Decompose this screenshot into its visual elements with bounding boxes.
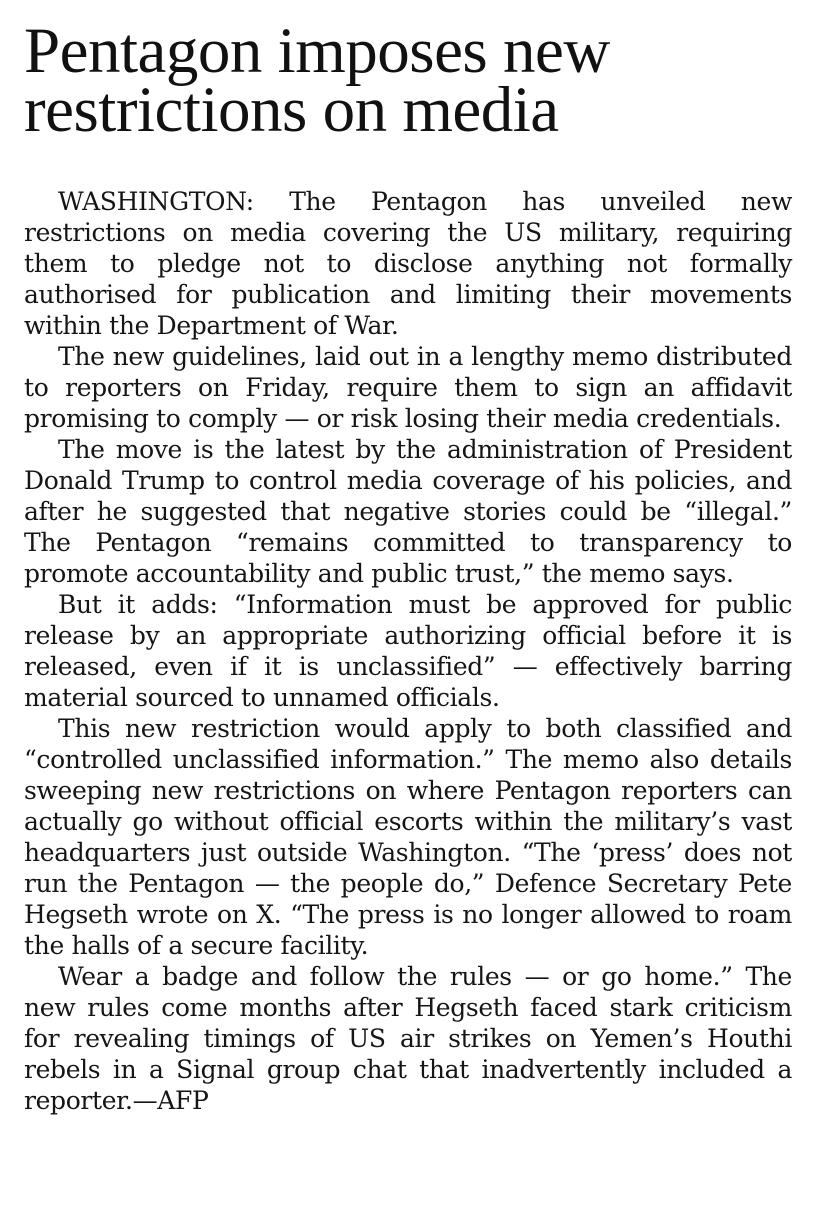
paragraph-5: This new restriction would apply to both classified and “controlled unclassified information.” The memo also details sweeping new restrictions on where Pentagon reporters can actually go without official escorts within the military’s vast headquarters just outside Washington. “The ‘press’ does not run the Pentagon — the people do,” Defence Secretary Pete Hegseth wrote on X. “The press is no longer allowed to roam the halls of a secure facility. (24, 714, 792, 960)
paragraph-6: Wear a badge and follow the rules — or go home.” The new rules come months after Hegseth faced stark criticism for revealing timings of US air strikes on Yemen’s Houthi rebels in a Signal group chat that inadvertently included a reporter.—AFP (24, 962, 792, 1115)
paragraph-1: WASHINGTON: The Pentagon has unveiled new restrictions on media covering the US military, requiring them to pledge not to disclose anything not formally authorised for publication and limiting their movements within the Department of War. (24, 187, 792, 340)
paragraph-3: The move is the latest by the administration of President Donald Trump to control media coverage of his policies, and after he suggested that negative stories could be “illegal.” The Pentagon “remains committed to transparency to promote accountability and public trust,” the memo says. (24, 435, 792, 588)
headline-line-1: Pentagon imposes new (24, 15, 610, 87)
paragraph-4: But it adds: “Information must be approved for public release by an appropriate authorizing official before it is released, even if it is unclassified” — effectively barring material sourced to unnamed officials. (24, 590, 792, 712)
headline-line-2: restrictions on media (24, 74, 559, 146)
paragraph-2: The new guidelines, laid out in a lengthy memo distributed to reporters on Friday, require them to sign an affidavit promising to comply — or risk losing their media credentials. (24, 342, 792, 433)
article-body (24, 186, 792, 1116)
article-headline (24, 15, 792, 146)
news-article (24, 15, 792, 1116)
